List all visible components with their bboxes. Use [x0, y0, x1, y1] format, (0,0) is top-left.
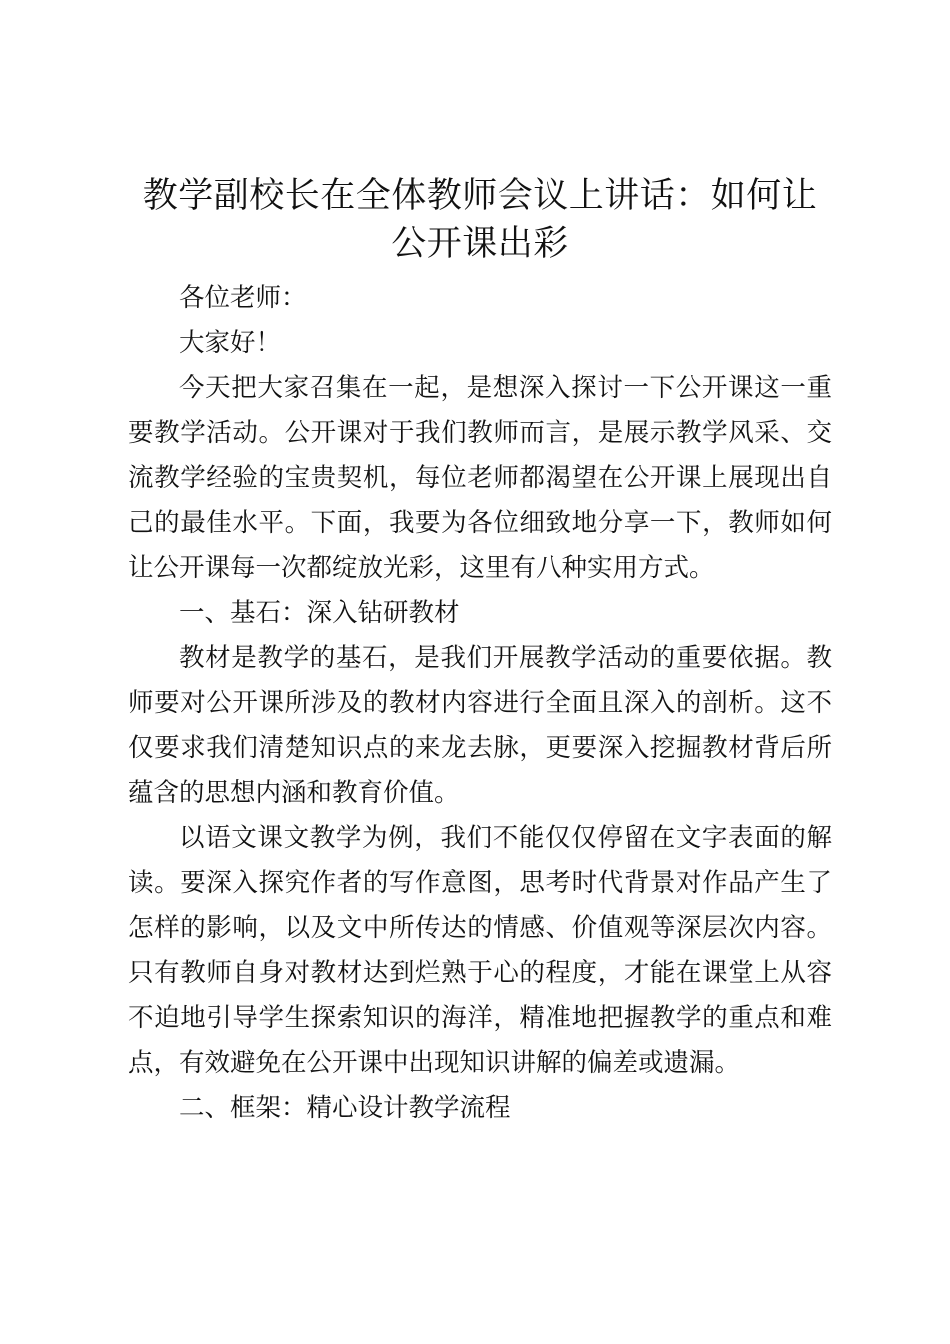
greeting: 大家好！: [179, 328, 282, 358]
document-page: [128, 172, 832, 1131]
section-heading-2: 二、框架：精心设计教学流程: [179, 1093, 511, 1123]
section-1-paragraph-2: 以语文课文教学为例，我们不能仅仅停留在文字表面的解读。要深入探究作者的写作意图，思考时代背景对作品产生了怎样的影响，以及文中所传达的情感、价值观等深层次内容。只有教师自身对教材达到烂熟于心的程度，才能在课堂上从容不迫地引导学生探索知识的海洋，精准地把握教学的重点和难点，有效避免在公开课中出现知识讲解的偏差或遗漏。: [128, 823, 832, 1078]
salutation: 各位老师：: [179, 283, 307, 313]
document-title: 教学副校长在全体教师会议上讲话：如何让公开课出彩: [142, 176, 818, 264]
section-heading-1: 一、基石：深入钻研教材: [179, 598, 460, 628]
intro-paragraph: 今天把大家召集在一起，是想深入探讨一下公开课这一重要教学活动。公开课对于我们教师而言，是展示教学风采、交流教学经验的宝贵契机，每位老师都渴望在公开课上展现出自己的最佳水平。下面，我要为各位细致地分享一下，教师如何让公开课每一次都绽放光彩，这里有八种实用方式。: [128, 373, 832, 583]
section-1-paragraph-1: 教材是教学的基石，是我们开展教学活动的重要依据。教师要对公开课所涉及的教材内容进行全面且深入的剖析。这不仅要求我们清楚知识点的来龙去脉，更要深入挖掘教材背后所蕴含的思想内涵和教育价值。: [128, 643, 832, 808]
